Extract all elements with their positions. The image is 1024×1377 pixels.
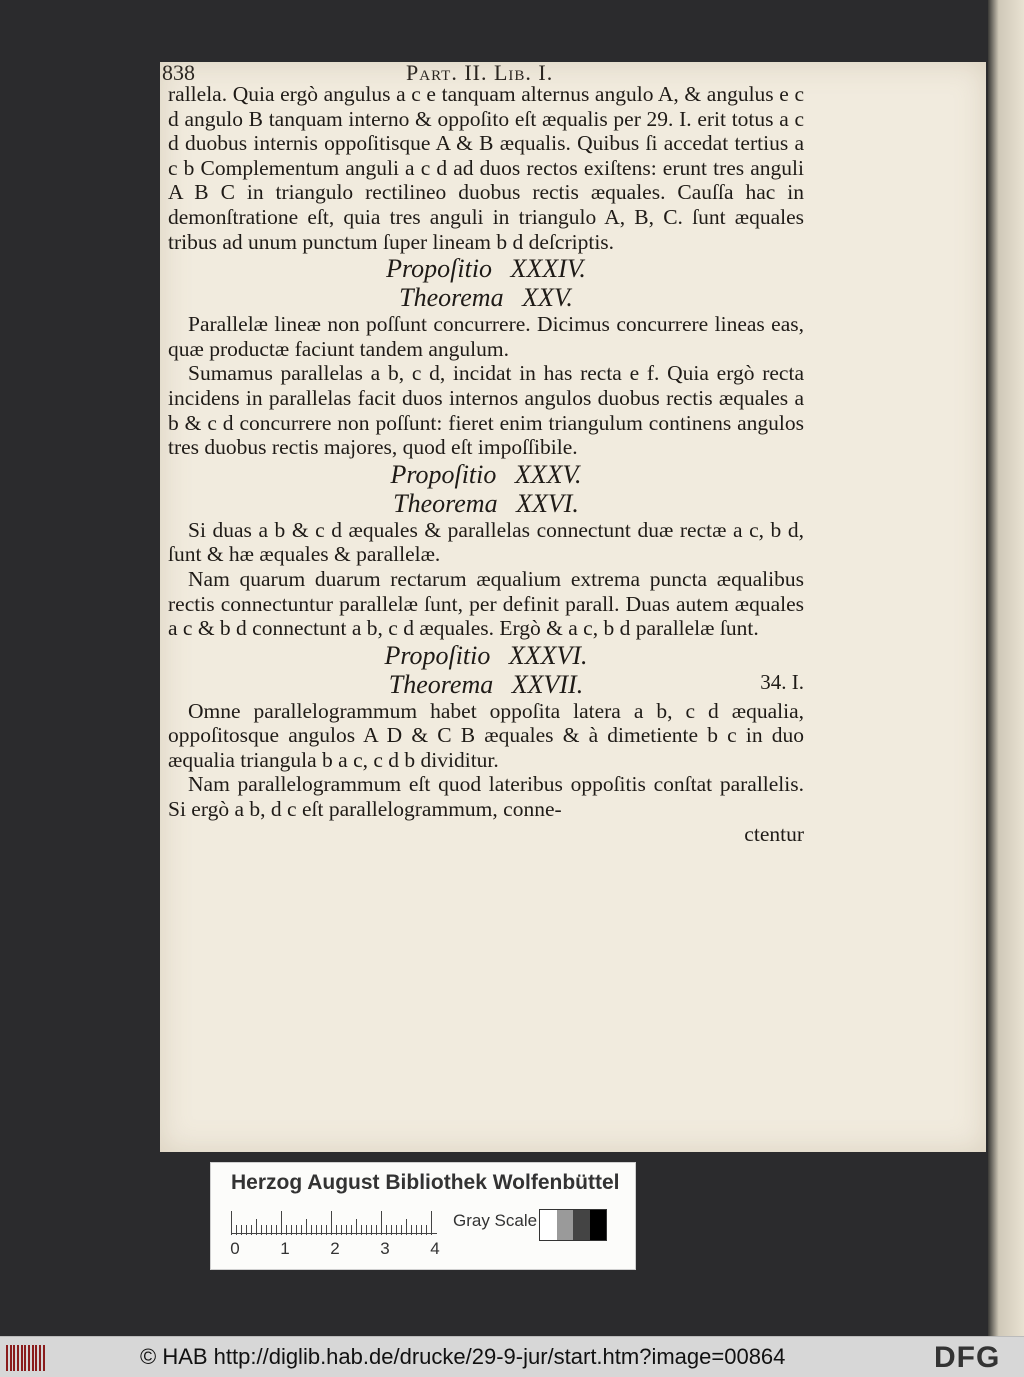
ruler-tick xyxy=(231,1211,232,1235)
proposition-heading: Propoſitio XXXVI. xyxy=(384,640,588,670)
theorem-heading: Theorema XXV. xyxy=(399,283,573,313)
ruler-tick xyxy=(261,1225,262,1235)
ruler-tick xyxy=(371,1225,372,1235)
ruler-tick xyxy=(401,1225,402,1235)
barcode-bar xyxy=(6,1345,8,1371)
gray-swatch xyxy=(540,1210,557,1240)
gray-swatch xyxy=(590,1210,607,1240)
ruler-tick xyxy=(411,1225,412,1235)
body-paragraph: Omne parallelogrammum habet oppoſita latera a b, c d æqualia, oppoſitosque angulos A D & C B æquales & à dimetiente b c in duo æqualia triangula b a c, c d b dividitur. xyxy=(168,698,804,772)
barcode-bar xyxy=(10,1345,12,1371)
barcode-bar xyxy=(32,1345,34,1371)
ruler-number: 2 xyxy=(330,1239,340,1258)
barcode-bar xyxy=(39,1345,41,1371)
ruler-number: 3 xyxy=(380,1239,390,1258)
page-number: 838 xyxy=(162,60,195,85)
ruler-tick xyxy=(246,1225,247,1235)
barcode-bar xyxy=(24,1345,26,1371)
margin-reference: 34. I. xyxy=(760,669,804,694)
ruler-tick xyxy=(306,1219,307,1235)
ruler-tick xyxy=(361,1225,362,1235)
barcode-bar xyxy=(13,1345,15,1371)
theorem-heading: Theorema XXVII. xyxy=(388,669,584,699)
barcode-bar xyxy=(21,1345,23,1371)
ruler-tick xyxy=(236,1225,237,1235)
ruler-tick xyxy=(426,1225,427,1235)
ruler-tick xyxy=(281,1211,282,1235)
ruler-tick xyxy=(376,1225,377,1235)
theorem-heading-row xyxy=(168,670,804,699)
gray-swatch xyxy=(573,1210,590,1240)
ruler-tick xyxy=(291,1225,292,1235)
body-paragraph: Sumamus parallelas a b, c d, incidat in has recta e f. Quia ergò recta incidens in parallelas facit duos internos angulos duobus rectis æquales a b & c d concurrere non poſſunt: fieret enim triangulum continens angulos tres duobus rectis majores, quod eſt impoſſibile. xyxy=(168,361,804,460)
footer-source-url[interactable]: © HAB http://diglib.hab.de/drucke/29-9-jur/start.htm?image=00864 xyxy=(140,1344,786,1369)
gray-scale-label: Gray Scale xyxy=(453,1211,538,1230)
running-head-title: Part. II. Lib. I. xyxy=(406,60,554,85)
ruler-tick xyxy=(356,1219,357,1235)
ruler-number: 4 xyxy=(430,1239,440,1258)
ruler-tick xyxy=(396,1225,397,1235)
ruler-tick xyxy=(256,1219,257,1235)
hab-barcode-logo-icon xyxy=(6,1345,46,1371)
ruler-tick xyxy=(366,1225,367,1235)
footer-bar xyxy=(0,1336,1024,1377)
ruler-number: 1 xyxy=(280,1239,290,1258)
ruler-tick xyxy=(271,1225,272,1235)
body-paragraph: Nam quarum duarum rectarum æqualium extrema puncta æqualibus rectis connectuntur parallelæ ſunt, per definit parall. Duas autem æquales a c & b d connectunt a b, c d æquales. Ergò & a c, b d parallelæ ſunt. xyxy=(168,566,804,641)
dfg-logo: DFG xyxy=(934,1341,1001,1374)
ruler-tick xyxy=(341,1225,342,1235)
ruler-numbers xyxy=(225,1239,440,1261)
ruler-tick xyxy=(346,1225,347,1235)
ruler-tick xyxy=(416,1225,417,1235)
ruler-tick xyxy=(406,1219,407,1235)
theorem-heading: Theorema XXVI. xyxy=(393,488,579,518)
body-paragraph: Nam parallelogrammum eſt quod lateribus oppoſitis conſtat parallelis. Si ergò a b, d c eſt parallelogrammum, conne- xyxy=(168,772,804,822)
ruler-tick xyxy=(391,1225,392,1235)
ruler-tick xyxy=(311,1225,312,1235)
ruler-tick xyxy=(351,1225,352,1235)
ruler-tick xyxy=(241,1225,242,1235)
barcode-bar xyxy=(43,1345,45,1371)
gray-scale-swatch xyxy=(539,1209,607,1241)
ruler-tick xyxy=(321,1225,322,1235)
facing-page-edge xyxy=(988,0,1024,1336)
ruler-tick xyxy=(431,1211,432,1235)
body-paragraph: Si duas a b & c d æquales & parallelas connectunt duæ rectæ a c, b d, ſunt & hæ æquales & parallelæ. xyxy=(168,517,804,567)
page-body-text xyxy=(168,82,804,846)
proposition-heading: Propoſitio XXXIV. xyxy=(386,254,586,284)
ruler-tick xyxy=(331,1211,332,1235)
barcode-bar xyxy=(28,1345,30,1371)
ruler-tick xyxy=(386,1225,387,1235)
ruler-tick xyxy=(421,1225,422,1235)
ruler-tick xyxy=(336,1225,337,1235)
ruler-tick xyxy=(276,1225,277,1235)
ruler-tick xyxy=(381,1211,382,1235)
ruler-tick xyxy=(251,1225,252,1235)
barcode-bar xyxy=(17,1345,19,1371)
ruler-number: 0 xyxy=(230,1239,240,1258)
library-name: Herzog August Bibliothek Wolfenbüttel xyxy=(231,1171,620,1194)
ruler-tick xyxy=(266,1225,267,1235)
library-color-card xyxy=(210,1162,636,1270)
ruler-tick xyxy=(296,1225,297,1235)
proposition-heading: Propoſitio XXXV. xyxy=(390,459,582,489)
gray-swatch xyxy=(557,1210,574,1240)
body-paragraph: Parallelæ lineæ non poſſunt concurrere. Dicimus concurrere lineas eas, quæ productæ faciunt tandem angulum. xyxy=(168,312,804,361)
barcode-bar xyxy=(35,1345,37,1371)
measurement-ruler xyxy=(231,1209,437,1235)
ruler-tick xyxy=(326,1225,327,1235)
ruler-tick xyxy=(286,1225,287,1235)
body-paragraph: rallela. Quia ergò angulus a c e tanquam alternus angulo A, & angulus e c d angulo B tanquam interno & oppoſito eſt æqualis per 29. I. erit totus a c d duobus internis oppoſitisque A & B æqualis. Quibus ſi accedat tertius a c b Complementum anguli a c d ad duos rectos exiſtens: erunt tres anguli A B C in triangulo rectilineo duobus rectis æquales. Cauſſa hac in demonſtratione eſt, quia tres anguli in triangulo A, B, C. ſunt æquales tribus ad unum punctum ſuper lineam b d deſcriptis. xyxy=(168,82,804,254)
catchword: ctentur xyxy=(744,821,804,846)
ruler-tick xyxy=(316,1225,317,1235)
ruler-tick xyxy=(301,1225,302,1235)
